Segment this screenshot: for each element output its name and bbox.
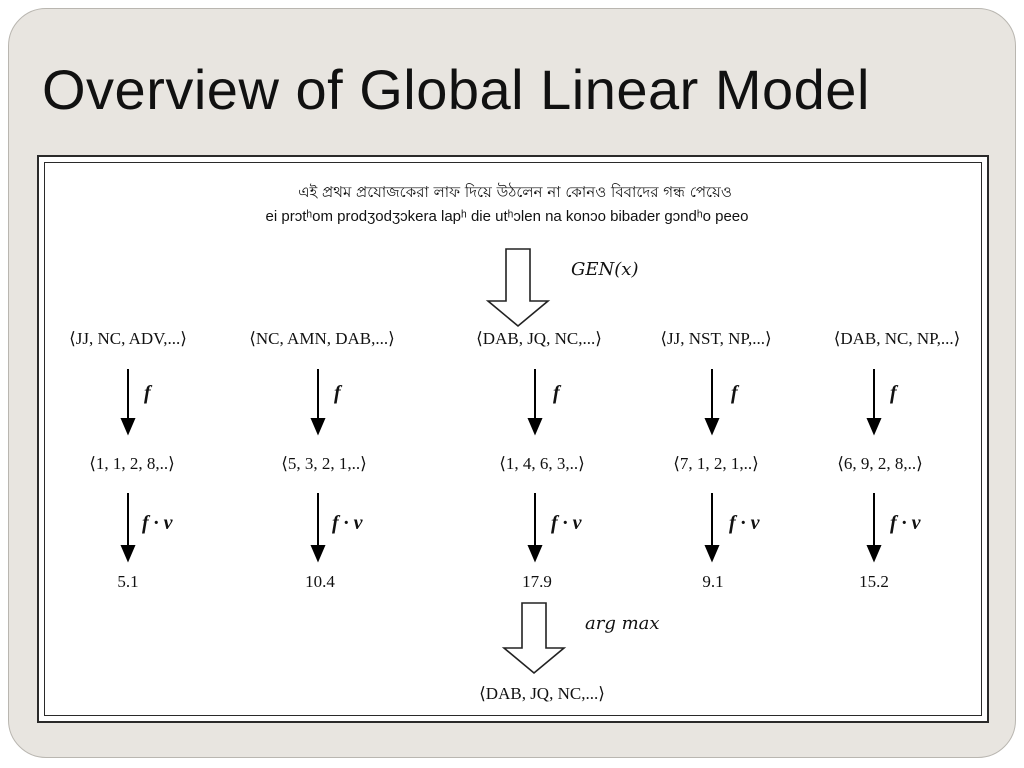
gen-hollow-arrow — [488, 249, 548, 326]
score-value: 5.1 — [117, 572, 139, 591]
candidate-tags: ⟨JJ, NC, ADV,...⟩ — [69, 329, 187, 348]
feature-vector: ⟨6, 9, 2, 8,..⟩ — [837, 454, 923, 473]
f-label: f — [144, 382, 151, 404]
score-value: 17.9 — [522, 572, 552, 591]
feature-vector: ⟨1, 1, 2, 8,..⟩ — [89, 454, 175, 473]
diagram-frame — [44, 162, 982, 716]
f-arrows — [122, 369, 880, 433]
feature-vector: ⟨1, 4, 6, 3,..⟩ — [499, 454, 585, 473]
feature-vector: ⟨7, 1, 2, 1,..⟩ — [673, 454, 759, 473]
candidate-tags: ⟨DAB, NC, NP,...⟩ — [833, 329, 961, 348]
argmax-label: arg max — [585, 613, 660, 634]
f-label: f — [731, 382, 738, 404]
best-tag-sequence: ⟨DAB, JQ, NC,...⟩ — [479, 684, 605, 703]
argmax-hollow-arrow — [504, 603, 564, 673]
score-value: 10.4 — [305, 572, 335, 591]
score-label: f · v — [890, 512, 921, 534]
candidate-tags: ⟨NC, AMN, DAB,...⟩ — [249, 329, 395, 348]
score-value: 9.1 — [702, 572, 724, 591]
sentence-transliteration: ei prɔtʰom prodʒodʒɔkera lapʰ die utʰɔlen na konɔo bibader gɔndʰo peeo — [265, 208, 749, 225]
feature-vector: ⟨5, 3, 2, 1,..⟩ — [281, 454, 367, 473]
candidate-tags: ⟨DAB, JQ, NC,...⟩ — [476, 329, 602, 348]
gen-label: GEN(x) — [571, 259, 639, 280]
score-label: f · v — [551, 512, 582, 534]
f-label: f — [553, 382, 560, 404]
slide — [8, 8, 1016, 758]
sentence-bengali: এই প্রথম প্রযোজকেরা লাফ দিয়ে উঠলেন না কোনও বিবাদের গন্ধ পেয়েও — [298, 183, 732, 201]
slide-title: Overview of Global Linear Model — [42, 58, 870, 121]
score-label: f · v — [332, 512, 363, 534]
score-label: f · v — [729, 512, 760, 534]
score-arrows — [122, 493, 880, 560]
candidate-tags: ⟨JJ, NST, NP,...⟩ — [660, 329, 772, 348]
f-label: f — [890, 382, 897, 404]
diagram-arrows — [45, 163, 985, 719]
diagram-figure — [37, 155, 989, 723]
score-value: 15.2 — [859, 572, 889, 591]
f-label: f — [334, 382, 341, 404]
score-label: f · v — [142, 512, 173, 534]
